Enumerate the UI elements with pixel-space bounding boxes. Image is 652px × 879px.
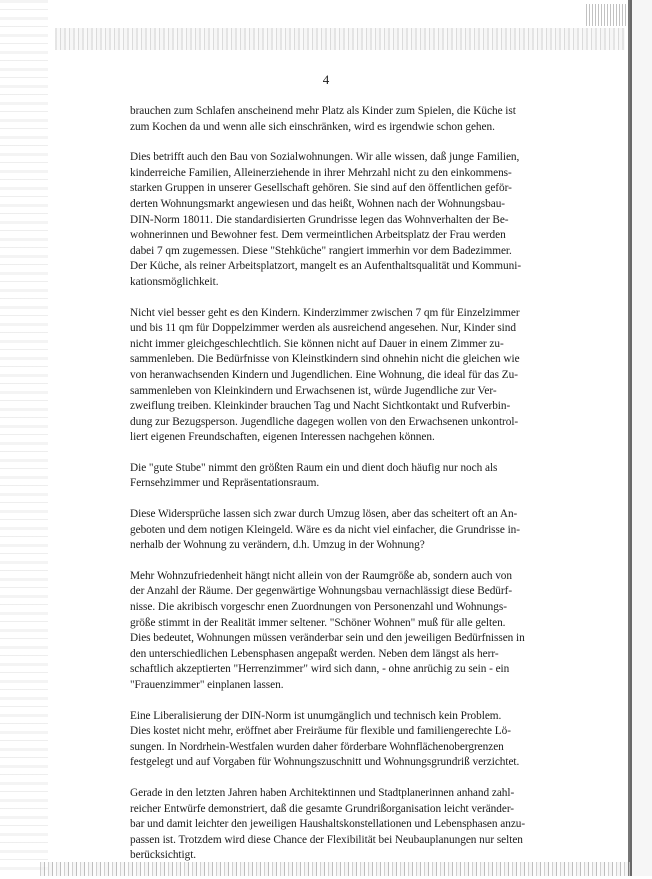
paragraph: Dies betrifft auch den Bau von Sozialwohnungen. Wir alle wissen, daß junge Familien, kinderreiche Familien, Alleinerziehende in ihrer Mehrzahl nicht zu den einkommens- starken Gruppen in unserer Gesellschaft gehören. Sie sind auf den öffentlichen geför- derten Wohnungsmarkt angewiesen und das heißt, Wohnen nach der Wohnungsbau- DIN-Norm 18011. Die standardisierten Grundrisse legen das Wohnverhalten der Be- wohnerinnen und Bewohner fest. Dem vermeintlichen Arbeitsplatz der Frau werden dabei 7 qm zugemessen. Diese "Stehküche" rangiert immerhin vor dem Badezimmer. Der Küche, als reiner Arbeitsplatzort, mangelt es an Aufenthaltsqualität und Kommuni- kationsmöglichkeit. xyxy=(130,151,522,288)
scan-edge-right xyxy=(628,0,652,876)
paragraph: Eine Liberalisierung der DIN-Norm ist unumgänglich und technisch kein Problem. Dies kostet nicht mehr, eröffnet aber Freiräume für flexible und familiengerechte Lö- sungen. In Nordrhein-Westfalen wurden daher förderbare Wohnflächenobergrenzen festgelegt und auf Vorgaben für Wohnungszuschnitt und Wohnungsgrundriß verzichtet. xyxy=(130,709,520,769)
paragraph: Nicht viel besser geht es den Kindern. Kinderzimmer zwischen 7 qm für Einzelzimmer und bis 11 qm für Doppelzimmer werden als ausreichend angesehen. Nur, Kinder sind nicht immer gleichgeschlechtlich. Sie können nicht auf Dauer in einem Zimmer zu- sammenleben. Die Bedürfnisse von Kleinstkindern sind ohnehin nicht die gleichen wie von heranwachsenden Kindern und Jugendlichen. Eine Wohnung, die ideal für das Zu- sammenleben von Kleinkindern und Erwachsenen ist, würde Jugendliche zur Ver- zweiflung treiben. Kleinkinder brauchen Tag und Nacht Sichtkontakt und Rufverbin- dung zur Bezugsperson. Jugendliche dagegen wollen von den Erwachsenen unkontrol- liert eigenen Freundschaften, eigenen Interessen nachgehen können. xyxy=(130,306,520,444)
scan-noise-top xyxy=(55,28,625,50)
paragraph: Die "gute Stube" nimmt den größten Raum ein und dient doch häufig nur noch als Fernsehzimmer und Repräsentationsraum. xyxy=(130,461,498,490)
paragraph: Diese Widersprüche lassen sich zwar durch Umzug lösen, aber das scheitert oft an An- geboten und dem notigen Kleingeld. Wäre es da nicht viel einfacher, die Grundrisse in- nerhalb der Wohnung zu verändern, d.h. Umzug in der Wohnung? xyxy=(130,508,520,552)
page-number: 4 xyxy=(322,72,330,87)
paragraph: Gerade in den letzten Jahren haben Architektinnen und Stadtplanerinnen anhand zahl- reicher Entwürfe demonstriert, daß die gesamte Grundrißorganisation leicht veränder- bar und damit leichter den jeweiligen Haushaltskonstellationen und Lebensphasen anzu- passen ist. Trotzdem wird diese Chance der Flexibilität bei Neubauplanungen nur selten berücksichtigt. xyxy=(130,786,526,862)
scan-edge-left xyxy=(0,0,48,876)
paragraph: brauchen zum Schlafen anscheinend mehr Platz als Kinder zum Spielen, die Küche ist zum Kochen da und wenn alle sich einschränken, wird es irgendwie schon gehen. xyxy=(130,105,516,133)
document-body xyxy=(130,104,568,879)
scan-noise-corner xyxy=(586,4,626,26)
paragraph: Mehr Wohnzufriedenheit hängt nicht allein von der Raumgröße ab, sondern auch von der Anzahl der Räume. Der gegenwärtige Wohnungsbau vernachlässigt diese Bedürf- nisse. Die akribisch vorgeschr enen Zuordnungen von Personenzahl und Wohnungs- größe stimmt in der Realität immer seltener. "Schöner Wohnen" muß für alle gelten. Dies bedeutet, Wohnungen müssen veränderbar sein und den jeweiligen Bedürfnissen in den unterschiedlichen Lebensphasen angepaßt werden. Neben dem längst als herr- schaftlich akzeptierten "Herrenzimmer" wird sich dann, - ohne anrüchig zu sein - ein "Frauenzimmer" einplanen lassen. xyxy=(130,569,525,691)
